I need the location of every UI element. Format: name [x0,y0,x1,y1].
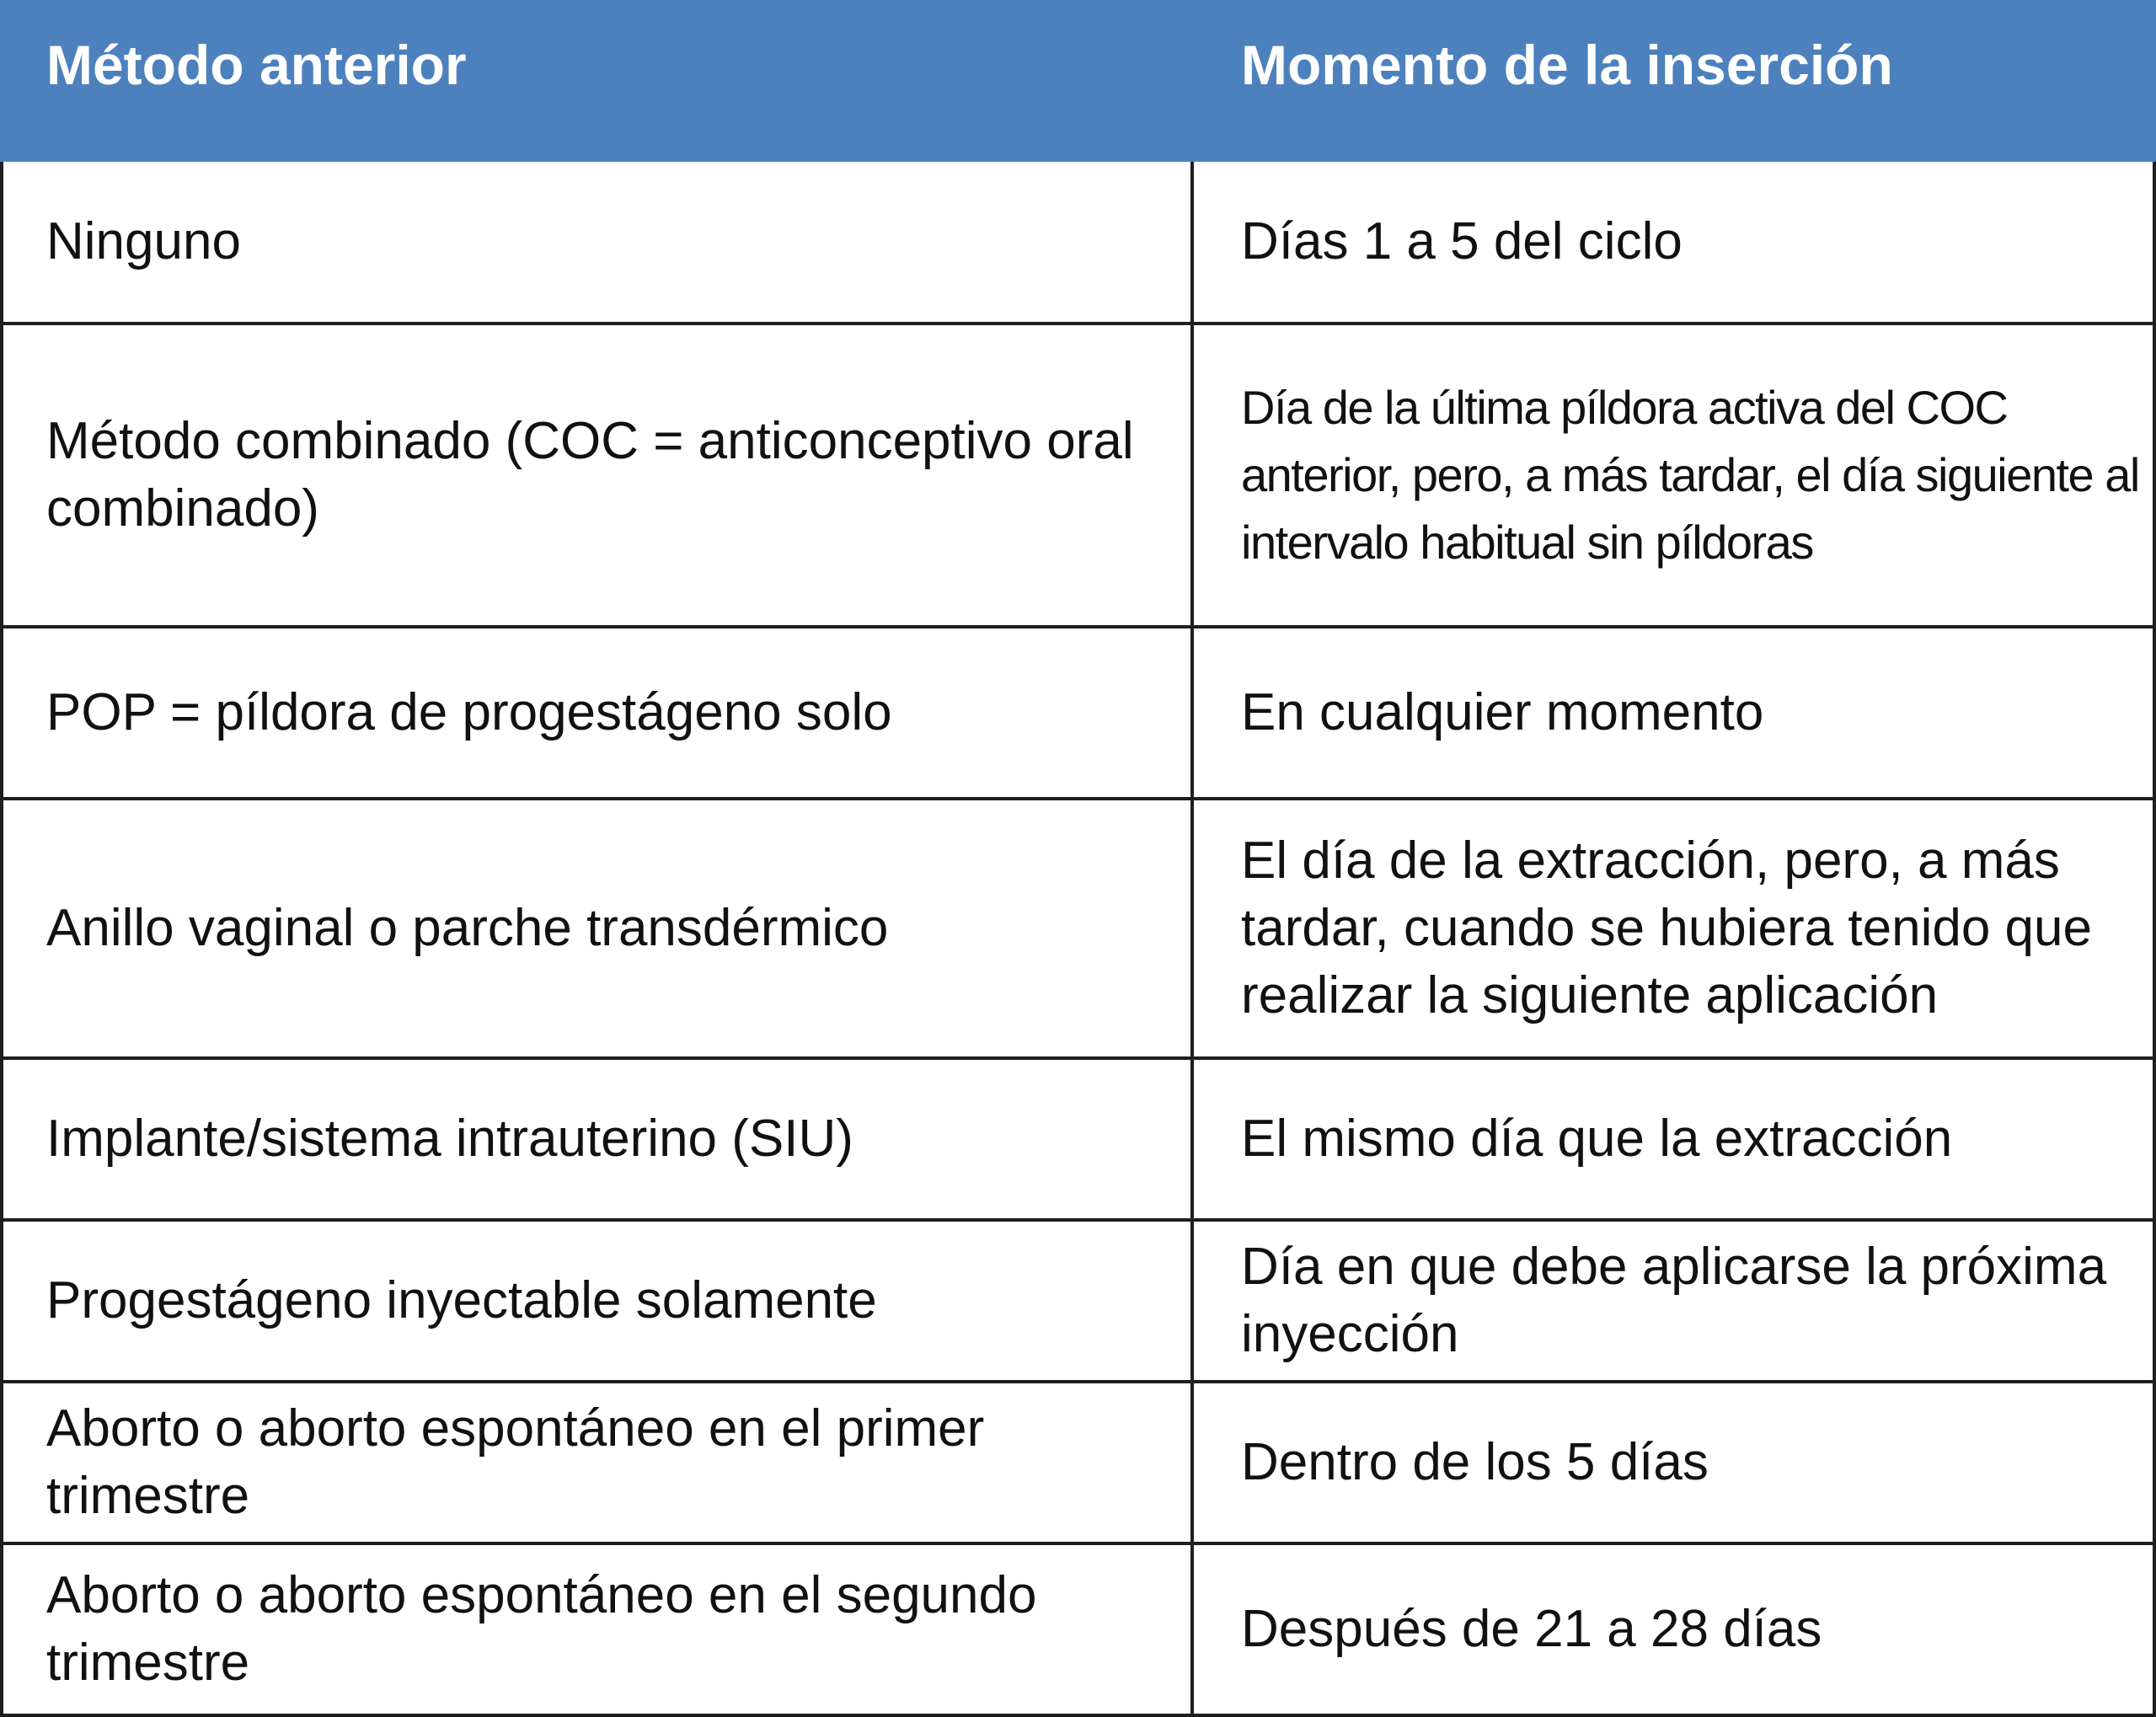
table-row [0,1222,2156,1383]
previous-method-cell: Aborto o aborto espontáneo en el primer trimestre [46,1399,985,1525]
header-insertion-time: Momento de la inserción [1241,34,1893,96]
column-divider [1190,162,1194,1717]
insertion-time-cell: Días 1 a 5 del ciclo [1241,212,1683,270]
insertion-time-cell: El día de la extracción, pero, a más tardar, cuando se hubiera tenido que realizar la siguiente aplicación [1241,832,2092,1024]
table-row [0,325,2156,628]
table-row [0,1060,2156,1222]
previous-method-cell: Implante/sistema intrauterino (SIU) [46,1110,853,1168]
insertion-time-cell: Después de 21 a 28 días [1241,1600,1822,1658]
table-row [0,628,2156,800]
insertion-time-cell: Dentro de los 5 días [1241,1433,1709,1491]
table-right-border [2153,162,2156,1717]
previous-method-cell: Progestágeno inyectable solamente [46,1271,877,1329]
table-left-border [0,162,3,1717]
header-previous-method: Método anterior [46,34,467,96]
previous-method-cell: Método combinado (COC = anticonceptivo oral combinado) [46,412,1134,538]
table-header [0,0,2156,162]
table-row [0,800,2156,1060]
previous-method-cell: Anillo vaginal o parche transdérmico [46,899,889,957]
table-row [0,1545,2156,1717]
table-row [0,162,2156,325]
previous-method-cell: Ninguno [46,212,241,270]
table-row [0,1383,2156,1545]
insertion-time-cell: Día en que debe aplicarse la próxima inyección [1241,1238,2107,1363]
insertion-time-cell: El mismo día que la extracción [1241,1110,1953,1168]
insertion-time-cell: En cualquier momento [1241,683,1764,741]
insertion-time-cell: Día de la última píldora activa del COC anterior, pero, a más tardar, el día siguiente al intervalo habitual sin píldoras [1241,381,2139,569]
previous-method-cell: POP = píldora de progestágeno solo [46,683,892,741]
previous-method-cell: Aborto o aborto espontáneo en el segundo trimestre [46,1566,1037,1692]
